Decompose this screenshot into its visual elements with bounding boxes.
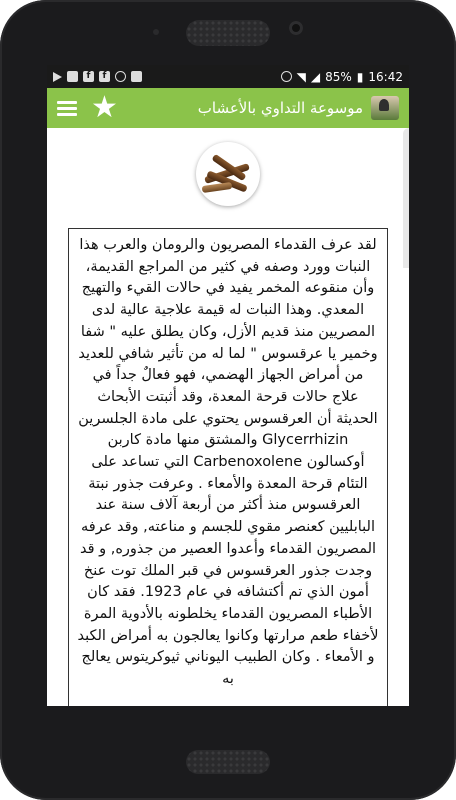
facebook-icon-2: f — [99, 71, 110, 82]
wifi-icon: ◥ — [296, 69, 306, 84]
notification-icons — [53, 71, 142, 82]
drawer-edge[interactable] — [403, 128, 409, 268]
battery-percent: 85% — [325, 69, 352, 84]
app-bar — [47, 88, 409, 128]
system-icons — [281, 70, 403, 84]
battery-icon: ▮ — [356, 69, 364, 84]
facebook-icon: f — [83, 71, 94, 82]
image-notification-icon — [67, 71, 78, 82]
app-title: موسوعة التداوي بالأعشاب — [197, 99, 363, 117]
star-icon[interactable]: ★ — [91, 90, 118, 125]
front-camera — [289, 21, 303, 35]
article-text: لقد عرف القدماء المصريون والرومان والعرب هذا النبات وورد وصفه في كثير من المراجع القديمة، وأن منقوعه المخمر يفيد في حالات القيء والتهيج المعدي. وهذا النبات له قيمة علاجية عالية لدى المصريين منذ قديم الأزل، وكان يطلق عليه " شفا وخمير يا عرقسوس " لما له من تأثير شافي للعديد من أمراض الجهاز الهضمي، فهو فعالٌ جداً في علاج حالات قرحة المعدة، وقد أثبتت الأبحاث الحديثة أن العرقسوس يحتوي على مادة الجلسرين Glycerrhizin والمشتق منها مادة كاربن أوكسالون Carbenoxolene التي تساعد على التئام قرحة المعدة والأمعاء . وعرفت جذور نبتة العرقسوس منذ أكثر من أربعة آلاف سنة عند البابليين كعنصر مقوي للجسم و مناعته, وقد عرفه المصريون القدماء وأعدوا العصير من جذوره, و قد وجدت جذور العرقسوس في قبر الملك توت عنخ أمون الذي تم أكتشافه في عام 1923. فقد كان الأطباء المصريون القدماء يخلطونه بالأدوية المرة لأخفاء طعم مرارتها وكانوا يعالجون به أمراض الكبد و الأمعاء . وكان الطبيب اليوناني ثيوكريتوس يعالج به — [77, 237, 379, 688]
clock: 16:42 — [368, 69, 403, 84]
screen — [47, 65, 409, 706]
app-logo-icon — [371, 96, 399, 120]
alarm-icon — [281, 71, 292, 82]
article-content[interactable] — [47, 128, 409, 706]
bottom-speaker — [186, 750, 270, 774]
list-menu-icon[interactable] — [57, 98, 77, 118]
licorice-root-image — [196, 142, 260, 206]
play-store-icon — [53, 72, 62, 82]
signal-icon: ◢ — [310, 69, 321, 84]
camera-icon — [131, 71, 142, 82]
proximity-sensor — [153, 29, 159, 35]
whatsapp-icon — [115, 71, 126, 82]
article-text-box[interactable] — [68, 228, 388, 706]
earpiece-speaker — [186, 20, 270, 46]
status-bar — [47, 65, 409, 88]
